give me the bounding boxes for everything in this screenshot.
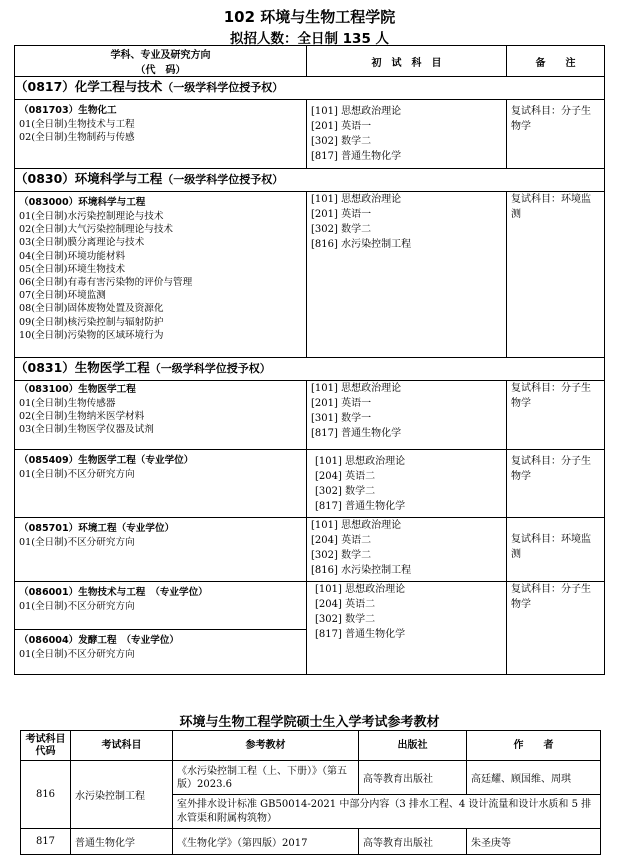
table-header-row xyxy=(15,46,605,77)
remark: 复试科目：环境监测 xyxy=(511,534,591,560)
header-author: 作 者 xyxy=(467,731,601,761)
book-author: 朱圣庚等 xyxy=(467,829,601,855)
section-row xyxy=(15,77,605,100)
page-subtitle: 拟招人数：全日制 135 人 xyxy=(229,31,390,47)
section-note: （一级学科学位授予权） xyxy=(162,81,284,94)
subject: [302] 数学二 xyxy=(315,486,376,497)
subject: [302] 数学二 xyxy=(311,136,372,147)
book-code: 816 xyxy=(21,761,71,829)
direction: 01(全日制)生物技术与工程 xyxy=(19,119,135,130)
section-title: （0830）环境科学与工程 xyxy=(15,171,163,186)
header-remarks: 备 注 xyxy=(507,46,605,77)
direction: 03(全日制)膜分离理论与技术 xyxy=(19,237,145,249)
direction: 01(全日制)不区分研究方向 xyxy=(19,537,135,548)
major-head: （081703）生物化工 xyxy=(19,105,117,116)
header-code: 考试科目代码 xyxy=(21,731,71,761)
book-publisher: 高等教育出版社 xyxy=(359,829,467,855)
subject: [817] 普通生物化学 xyxy=(311,428,402,439)
subject: [201] 英语一 xyxy=(311,398,372,409)
major-row xyxy=(15,192,605,358)
remark: 复试科目：环境监测 xyxy=(511,194,591,220)
page-title: 102 环境与生物工程学院 xyxy=(223,8,396,26)
section-note: （一级学科学位授予权） xyxy=(162,173,284,186)
direction: 02(全日制)生物纳米医学材料 xyxy=(19,411,145,423)
subject: [101] 思想政治理论 xyxy=(315,584,406,595)
section-row xyxy=(15,169,605,192)
remark: 复试科目：分子生物学 xyxy=(511,456,591,482)
subject: [201] 英语一 xyxy=(311,209,372,220)
direction: 01(全日制)不区分研究方向 xyxy=(19,469,135,480)
subject: [817] 普通生物化学 xyxy=(311,151,402,162)
header-program: 学科、专业及研究方向 （代 码） xyxy=(15,46,307,77)
subject: [816] 水污染控制工程 xyxy=(311,565,412,576)
subject: [101] 思想政治理论 xyxy=(315,456,406,467)
table-row xyxy=(21,829,601,855)
direction: 01(全日制)生物传感器 xyxy=(19,398,116,409)
books-title: 环境与生物工程学院硕士生入学考试参考教材 xyxy=(179,715,440,730)
book-subject: 普通生物化学 xyxy=(71,829,173,855)
book-title: 《生物化学》（第四版）2017 xyxy=(173,829,359,855)
direction: 02(全日制)生物制药与传感 xyxy=(19,132,135,144)
section-row xyxy=(15,358,605,381)
table-row xyxy=(21,761,601,795)
direction: 07(全日制)环境监测 xyxy=(19,290,106,302)
subject: [204] 英语二 xyxy=(311,535,372,546)
direction: 09(全日制)核污染控制与辐射防护 xyxy=(19,316,164,328)
direction: 03(全日制)生物医学仪器及试剂 xyxy=(19,424,154,436)
section-title: （0817）化学工程与技术 xyxy=(15,79,163,94)
direction: 10(全日制)污染物的区域环境行为 xyxy=(19,329,164,341)
subject: [817] 普通生物化学 xyxy=(315,501,406,512)
major-row xyxy=(15,582,605,675)
book-subject: 水污染控制工程 xyxy=(71,761,173,829)
books-table xyxy=(20,730,601,855)
section-title: （0831）生物医学工程 xyxy=(15,360,150,375)
major-head: （085409）生物医学工程（专业学位） xyxy=(19,455,194,466)
direction: 05(全日制)环境生物技术 xyxy=(19,263,126,275)
direction: 08(全日制)固体废物处置及资源化 xyxy=(19,303,164,315)
remark: 复试科目：分子生物学 xyxy=(511,584,591,610)
program-table xyxy=(14,45,605,675)
subject: [101] 思想政治理论 xyxy=(311,520,402,531)
direction: 04(全日制)环境功能材料 xyxy=(19,250,126,262)
direction: 01(全日制)不区分研究方向 xyxy=(19,649,135,660)
book-title: 《水污染控制工程（上、下册）》（第五版）2023.6 xyxy=(173,761,359,795)
books-header-row xyxy=(21,731,601,761)
book-code: 817 xyxy=(21,829,71,855)
major-row xyxy=(15,450,605,518)
direction: 02(全日制)大气污染控制理论与技术 xyxy=(19,224,174,236)
subject: [101] 思想政治理论 xyxy=(311,194,402,205)
header-subject: 考试科目 xyxy=(71,731,173,761)
direction: 06(全日制)有毒有害污染物的评价与管理 xyxy=(19,277,193,289)
subject: [816] 水污染控制工程 xyxy=(311,239,412,250)
subject: [101] 思想政治理论 xyxy=(311,106,402,117)
subject: [817] 普通生物化学 xyxy=(315,629,406,640)
remark: 复试科目：分子生物学 xyxy=(511,106,591,132)
section-note: （一级学科学位授予权） xyxy=(149,362,271,375)
major-row xyxy=(15,518,605,582)
major-head: （083000）环境科学与工程 xyxy=(19,197,146,208)
subject: [302] 数学二 xyxy=(311,550,372,561)
major-head: （085701）环境工程（专业学位） xyxy=(19,523,175,534)
subject: [204] 英语二 xyxy=(315,599,376,610)
subject: [101] 思想政治理论 xyxy=(311,383,402,394)
header-publisher: 出版社 xyxy=(359,731,467,761)
subject: [301] 数学一 xyxy=(311,413,372,424)
major-head: （086004）发酵工程 （专业学位） xyxy=(19,635,179,646)
subject: [204] 英语二 xyxy=(315,471,376,482)
subject: [302] 数学二 xyxy=(315,614,376,625)
book-author: 高廷耀、顾国维、周琪 xyxy=(467,761,601,795)
major-row xyxy=(15,381,605,450)
subject: [302] 数学二 xyxy=(311,224,372,235)
major-head: （086001）生物技术与工程 （专业学位） xyxy=(19,587,208,598)
book-publisher: 高等教育出版社 xyxy=(359,761,467,795)
header-book: 参考教材 xyxy=(173,731,359,761)
book-standard: 室外排水设计标准 GB50014-2021 中部分内容（3 排水工程、4 设计流量和设计水质和 5 排水管渠和附属构筑物） xyxy=(173,795,601,829)
major-head: （083100）生物医学工程 xyxy=(19,384,136,395)
direction: 01(全日制)水污染控制理论与技术 xyxy=(19,211,164,222)
remark: 复试科目：分子生物学 xyxy=(511,383,591,409)
header-subjects: 初 试 科 目 xyxy=(307,46,507,77)
direction: 01(全日制)不区分研究方向 xyxy=(19,601,135,612)
major-row xyxy=(15,100,605,169)
subject: [201] 英语一 xyxy=(311,121,372,132)
